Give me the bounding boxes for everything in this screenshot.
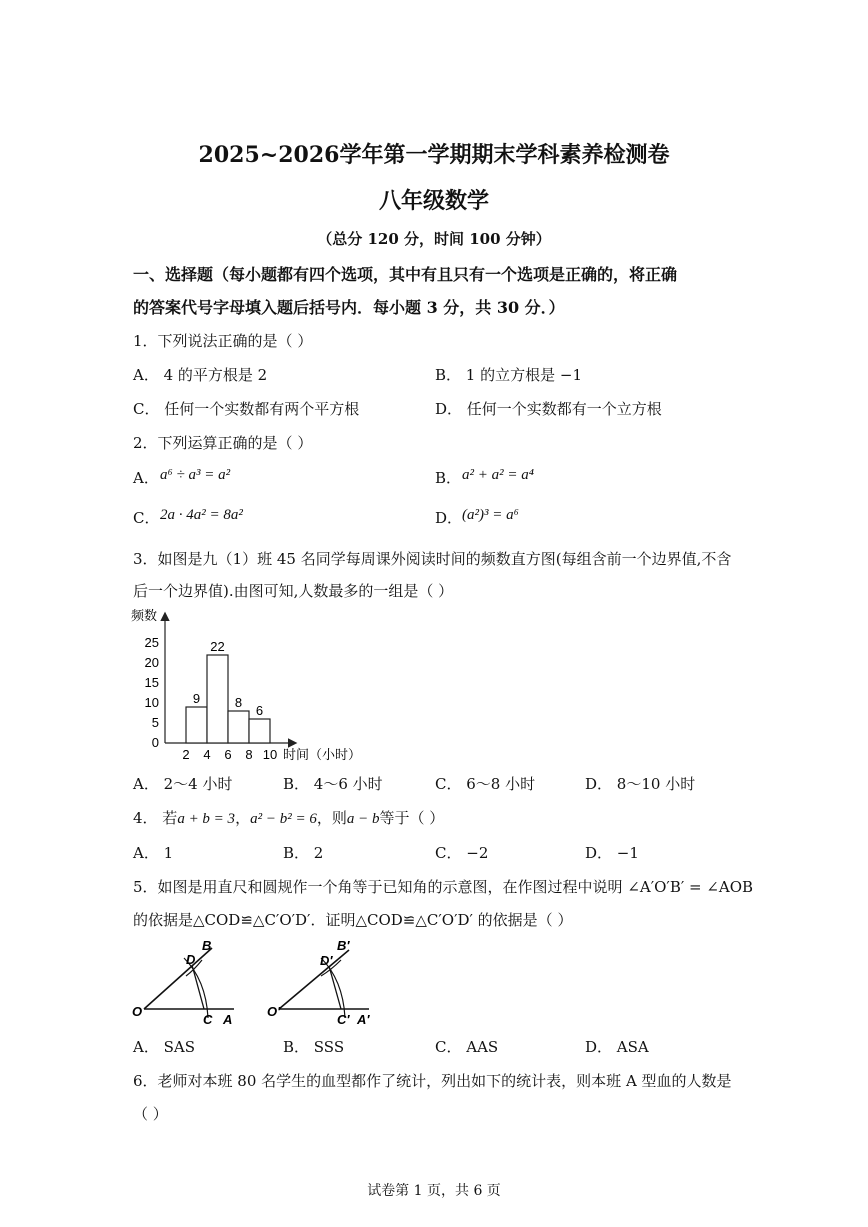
y-tick-label: 15 bbox=[144, 675, 159, 690]
q4-option-b: B． 2 bbox=[283, 844, 324, 862]
q1-option-c: C． 任何一个实数都有两个平方根 bbox=[133, 400, 360, 418]
compass-construction-figure-1 bbox=[130, 936, 242, 1028]
y-tick-label: 20 bbox=[144, 655, 159, 670]
fig1-label-c: C bbox=[203, 1012, 213, 1027]
fig2-label-o: O′ bbox=[267, 1004, 281, 1019]
page-title: 2025~2026学年第一学期期末学科素养检测卷 bbox=[198, 142, 670, 168]
q2-option-b: a² + a² = a⁴ bbox=[462, 467, 534, 483]
x-tick-label: 4 bbox=[203, 747, 211, 762]
q2-option-d: (a²)³ = a⁶ bbox=[462, 507, 519, 523]
q2-option-d-label: D． bbox=[435, 509, 463, 527]
compass-construction-figure-2 bbox=[265, 936, 377, 1028]
section-heading-line2: 的答案代号字母填入题后括号内．每小题 3 分，共 30 分．） bbox=[133, 298, 565, 317]
x-tick-label: 2 bbox=[182, 747, 190, 762]
x-tick-label: 8 bbox=[245, 747, 253, 762]
q1-option-b: B． 1 的立方根是 −1 bbox=[435, 366, 582, 384]
q4-option-d: D． −1 bbox=[585, 844, 639, 862]
histogram-bar bbox=[228, 711, 249, 743]
q3-stem-line1: 3．如图是九（1）班 45 名同学每周课外阅读时间的频数直方图(每组含前一个边界值,不含 bbox=[133, 550, 732, 568]
q1-option-a: A． 4 的平方根是 2 bbox=[133, 366, 268, 384]
q4-stem bbox=[133, 807, 444, 828]
q4-sep: ， bbox=[235, 809, 251, 827]
histogram-bar bbox=[207, 655, 228, 743]
q2-option-a-label: A． bbox=[133, 469, 159, 487]
q4-mid: ，则 bbox=[316, 809, 347, 827]
q3-option-a: A． 2～4 小时 bbox=[133, 775, 233, 793]
bar-value-label: 6 bbox=[255, 703, 264, 718]
q5-option-a: A． SAS bbox=[133, 1038, 195, 1056]
fig2-label-d: D′ bbox=[320, 953, 333, 968]
q4-stem-prefix: 4． 若 bbox=[133, 809, 178, 827]
fig1-label-o: O bbox=[132, 1004, 143, 1019]
fig1-label-d: D bbox=[186, 952, 196, 967]
q3-option-c: C． 6～8 小时 bbox=[435, 775, 536, 793]
q4-condition-1: a + b = 3 bbox=[177, 811, 236, 827]
q5-stem-line2: 的依据是△COD≌△C′O′D′．证明△COD≌△C′O′D′ 的依据是（ ） bbox=[133, 911, 573, 929]
q4-option-c: C． −2 bbox=[435, 844, 489, 862]
q5-stem-line1: 5．如图是用直尺和圆规作一个角等于已知角的示意图，在作图过程中说明 ∠A′O′B′ = ∠AOB bbox=[133, 878, 754, 896]
histogram-chart bbox=[125, 600, 385, 770]
q3-stem-line2: 后一个边界值).由图可知,人数最多的一组是（ ） bbox=[133, 582, 454, 600]
fig1-label-a: A bbox=[223, 1012, 233, 1027]
bar-value-label: 8 bbox=[234, 695, 243, 710]
histogram-bar bbox=[249, 719, 270, 743]
q4-suffix: 等于（ ） bbox=[379, 809, 445, 827]
fig2-label-b: B′ bbox=[337, 938, 350, 953]
fig1-label-b: B bbox=[202, 938, 212, 953]
q6-stem-line2: （ ） bbox=[133, 1105, 168, 1123]
q1-stem: 1．下列说法正确的是（ ） bbox=[133, 332, 313, 350]
q1-option-d: D． 任何一个实数都有一个立方根 bbox=[435, 400, 662, 418]
bar-value-label: 9 bbox=[192, 691, 201, 706]
x-axis-title: 时间（小时） bbox=[283, 747, 362, 762]
q2-stem: 2．下列运算正确的是（ ） bbox=[133, 434, 313, 452]
x-tick-label: 10 bbox=[262, 747, 278, 762]
y-tick-label: 5 bbox=[151, 715, 159, 730]
q3-option-d: D． 8～10 小时 bbox=[585, 775, 696, 793]
y-tick-label: 25 bbox=[144, 635, 159, 650]
y-axis-title: 频数 bbox=[131, 608, 158, 623]
bar-value-label: 22 bbox=[210, 639, 225, 654]
x-tick-label: 6 bbox=[224, 747, 232, 762]
fig2-label-c: C′ bbox=[337, 1012, 350, 1027]
fig2-label-a: A′ bbox=[357, 1012, 370, 1027]
q6-stem-line1: 6．老师对本班 80 名学生的血型都作了统计，列出如下的统计表，则本班 A 型血的人数是 bbox=[133, 1072, 732, 1090]
q2-option-c-label: C． bbox=[133, 509, 160, 527]
q2-option-a: a⁶ ÷ a³ = a² bbox=[160, 467, 231, 483]
q5-option-d: D． ASA bbox=[585, 1038, 649, 1056]
q4-target: a − b bbox=[346, 811, 380, 827]
q2-option-c: 2a · 4a² = 8a² bbox=[160, 507, 243, 523]
q2-option-b-label: B． bbox=[435, 469, 462, 487]
q4-option-a: A． 1 bbox=[133, 844, 174, 862]
q5-option-b: B． SSS bbox=[283, 1038, 345, 1056]
y-tick-label: 10 bbox=[144, 695, 159, 710]
section-heading-line1: 一、选择题（每小题都有四个选项，其中有且只有一个选项是正确的，将正确 bbox=[133, 265, 678, 284]
q4-condition-2: a² − b² = 6 bbox=[250, 811, 317, 827]
page-subtitle: 八年级数学 bbox=[378, 188, 489, 214]
y-tick-label: 0 bbox=[151, 735, 159, 750]
exam-info: （总分 120 分，时间 100 分钟） bbox=[317, 230, 551, 248]
page-footer: 试卷第 1 页，共 6 页 bbox=[367, 1183, 501, 1199]
q3-option-b: B． 4～6 小时 bbox=[283, 775, 383, 793]
q5-option-c: C． AAS bbox=[435, 1038, 499, 1056]
histogram-bar bbox=[186, 707, 207, 743]
